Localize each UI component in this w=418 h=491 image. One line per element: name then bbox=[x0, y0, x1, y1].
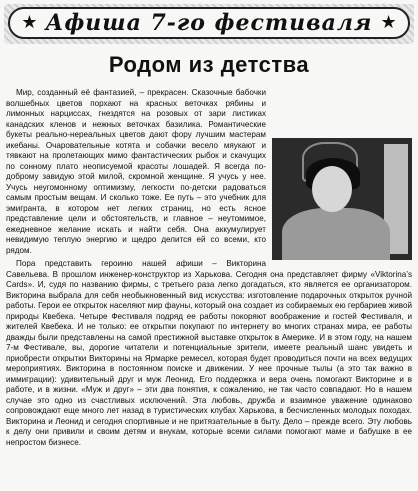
article-headline: Родом из детства bbox=[108, 52, 310, 77]
star-icon: ★ bbox=[380, 12, 397, 33]
article-paragraph: Мир, созданный её фантазией, – прекрасен. Сказочные бабочки волшебных цветов порхают на красных веточках рябины и лимонных нарциссах, гнездятся на розовых от зари листиках канадских кленов и нежных веточках базилика. Романтические букеты реально-нереальных цветов дают фору лучшим мастерам икебаны. Очаровательные котята и собачки весело мяукают и тявкают на пролетающих мимо фантастических рыбок и скачущих по сонному плато неописуемой красоты лошадей. Я всегда по-доброму завидую этой милой, скромной женщине. Я учусь у нее. Учусь неугомонному оптимизму, легкости по-детски радоваться самым простым вещам. И сколько тоже. Ее путь – это учебник для эмигранта, в котором нет легких страниц, но есть ясное представление цели и обстоятельств, и главное – неутомимое, ежедневное желание искать и найти себя. Она аккумулирует невидимую теплую энергию и щедро делится ей со всеми, кто рядом. bbox=[6, 88, 266, 255]
festival-banner-frame bbox=[8, 7, 410, 39]
star-icon: ★ bbox=[21, 12, 38, 33]
article-body bbox=[6, 88, 412, 451]
article-paragraph: Пора представить героиню нашей афиши – Викторина Савельева. В прошлом инженер-конструктор из Харькова. Сегодня она представляет фирму «Viktorina’s Cards». И, судя по названию фирмы, с третьего раза легко догадаться, кто является ее организатором. Викторина выбрала для себя необыкновенный вид искусства: изготовление подарочных открыток ручной работы. Герои ее открыток населяют мир фауны, который она создает из собираемых ею гербариев живой природы Квебека. Четыре Фестиваля подряд ее работы покоряют воображение и гостей Фестиваля, и жителей Квебека. И не только: ее открытки покупают по интернету во многих странах мира, ее работы дважды были представлены на самой престижной выставке открыток в Америке. И в этом году, на нашем 7-м Фестивале, вы, дорогие читатели и потенциальные зрители, имеете реальный шанс увидеть и приобрести открытки Викторины на Ярмарке ремесел, которая будет проводиться почти на всех ведущих мероприятиях. Викторина в постоянном поиске и движении. У нее прочные тылы (а это так важно в иммиграции): удивительный друг и муж Леонид. Его поддержка и вера очень помогают Викторине и в работе, и в жизни. «Муж и друг» – эти два понятия, к сожалению, не так часто совпадают. Но в нашем случае это одно из счастливых исключений. Эта любовь, дружба и взаимное уважение одинаково сопровождают еще много лет назад в туристических клубах Харькова, в бесчисленных молодых походах. Викторина и Леонид и сегодня спортивные и не притязательные в быту. Дело – прежде всего. Эту любовь к делу они привили и своим детям и внукам, которые всеми силами помогают маме и бабушке в ее непростом бизнесе. bbox=[6, 259, 412, 447]
banner-title: Афиша 7-го фестиваля bbox=[45, 10, 373, 36]
festival-banner bbox=[4, 4, 414, 44]
portrait-photo bbox=[272, 138, 412, 260]
